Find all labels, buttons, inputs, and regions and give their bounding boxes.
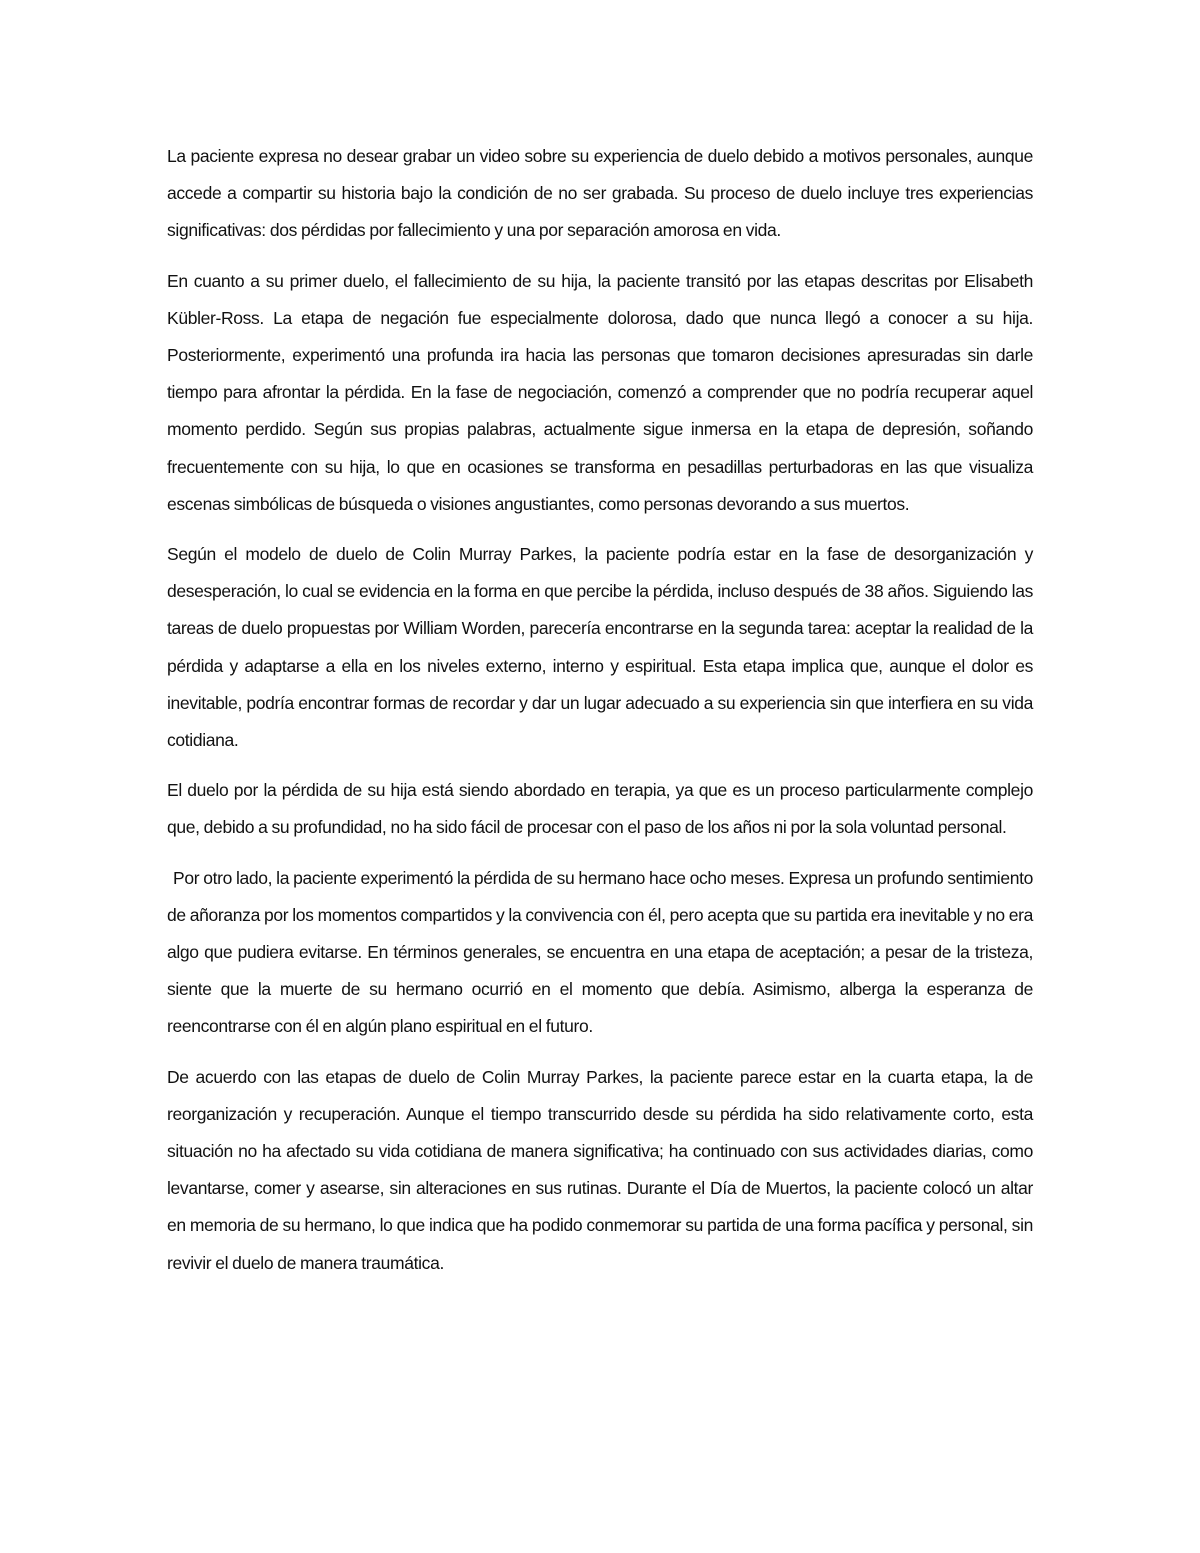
paragraph-brother-loss: Por otro lado, la paciente experimentó la pérdida de su hermano hace ocho meses. Expresa un profundo sentimiento de añoranza por los momentos compartidos y la convivencia con él, pero acepta que su partida era inevitable y no era algo que pudiera evitarse. En términos generales, se encuentra en una etapa de aceptación; a pesar de la tristeza, siente que la muerte de su hermano ocurrió en el momento que debía. Asimismo, alberga la esperanza de reencontrarse con él en algún plano espiritual en el futuro. bbox=[167, 867, 1033, 1037]
document-body bbox=[167, 138, 1033, 1295]
paragraph-parkes-worden: Según el modelo de duelo de Colin Murray Parkes, la paciente podría estar en la fase de desorganización y desesperación, lo cual se evidencia en la forma en que percibe la pérdida, incluso después de 38 años. Siguiendo las tareas de duelo propuestas por William Worden, parecería encontrarse en la segunda tarea: aceptar la realidad de la pérdida y adaptarse a ella en los niveles externo, interno y espiritual. Esta etapa implica que, aunque el dolor es inevitable, podría encontrar formas de recordar y dar un lugar adecuado a su experiencia sin que interfiera en su vida cotidiana. bbox=[167, 544, 1033, 751]
paragraph-intro: La paciente expresa no desear grabar un video sobre su experiencia de duelo debido a motivos personales, aunque accede a compartir su historia bajo la condición de no ser grabada. Su proceso de duelo incluye tres experiencias significativas: dos pérdidas por fallecimiento y una por separación amorosa en vida. bbox=[167, 146, 1033, 241]
paragraph-therapy: El duelo por la pérdida de su hija está siendo abordado en terapia, ya que es un proceso particularmente complejo que, debido a su profundidad, no ha sido fácil de procesar con el paso de los años ni por la sola voluntad personal. bbox=[167, 780, 1033, 838]
paragraph-reorganization: De acuerdo con las etapas de duelo de Colin Murray Parkes, la paciente parece estar en la cuarta etapa, la de reorganización y recuperación. Aunque el tiempo transcurrido desde su pérdida ha sido relativamente corto, esta situación no ha afectado su vida cotidiana de manera significativa; ha continuado con sus actividades diarias, como levantarse, comer y asearse, sin alteraciones en sus rutinas. Durante el Día de Muertos, la paciente colocó un altar en memoria de su hermano, lo que indica que ha podido conmemorar su partida de una forma pacífica y personal, sin revivir el duelo de manera traumática. bbox=[167, 1066, 1033, 1273]
paragraph-first-grief: En cuanto a su primer duelo, el fallecimiento de su hija, la paciente transitó por las etapas descritas por Elisabeth Kübler-Ross. La etapa de negación fue especialmente dolorosa, dado que nunca llegó a conocer a su hija. Posteriormente, experimentó una profunda ira hacia las personas que tomaron decisiones apresuradas sin darle tiempo para afrontar la pérdida. En la fase de negociación, comenzó a comprender que no podría recuperar aquel momento perdido. Según sus propias palabras, actualmente sigue inmersa en la etapa de depresión, soñando frecuentemente con su hija, lo que en ocasiones se transforma en pesadillas perturbadoras en las que visualiza escenas simbólicas de búsqueda o visiones angustiantes, como personas devorando a sus muertos. bbox=[167, 270, 1033, 514]
